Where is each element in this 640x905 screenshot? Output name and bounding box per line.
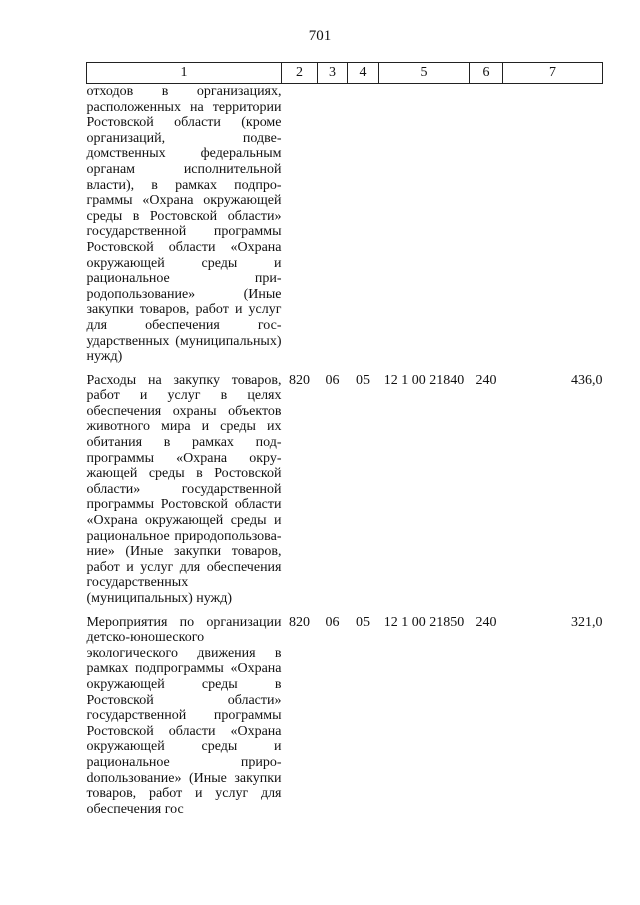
column-header: 6 [470, 63, 503, 84]
table-row [87, 373, 603, 615]
column-header: 4 [348, 63, 379, 84]
row-amount [503, 84, 603, 373]
row-subsection: 05 [356, 614, 370, 630]
row-target-article [379, 84, 470, 373]
row-description: отходов в организациях, расположенных на территории Ростовской области (кроме организаций, подведомственных федеральным органам исполнительной власти), в рамках подпрограммы «Охрана окружающей среды в Ростовской области» государственной программы Ростовской области «Охрана окружающей среды и рациональное природопользование» (Иные закупки товаров, работ и услуг для обеспечения государственных (муниципальных) нужд) [86, 84, 282, 365]
row-ministry-code [282, 84, 318, 373]
row-section: 06 [325, 372, 340, 388]
table-row [87, 84, 603, 373]
column-header: 3 [318, 63, 348, 84]
row-expense-type [470, 84, 503, 373]
table-header-row [87, 63, 603, 84]
row-ministry-code: 820 [289, 372, 310, 388]
row-section: 06 [325, 614, 340, 630]
column-header: 2 [282, 63, 318, 84]
page-number: 701 [308, 28, 332, 44]
row-subsection [348, 84, 379, 373]
row-target-article: 12 1 00 21840 [383, 372, 465, 388]
row-description: Мероприятия по организации детско-юношеского экологического движения в рамках подпрограммы «Охрана окружающей среды в Ростовской области» государственной программы Ростовской области «Охрана окружающей среды и рациональное прироdопользование» (Иные закупки товаров, работ и услуг для обеспечения гос [86, 614, 282, 817]
table-row [87, 615, 603, 826]
row-description: Расходы на закупку товаров, работ и услуг в целях обеспечения охраны объектов животного мира и среды их обитания в рамках подпрограммы «Охрана окружающей среды в Ростовской области» государственной программы Ростовской области «Охрана окружающей среды и рациональное природопользование» (Иные закупки товаров, работ и услуг для обеспечения государственных (муниципальных) нужд) [86, 372, 282, 606]
row-expense-type: 240 [475, 372, 497, 388]
row-target-article: 12 1 00 21850 [383, 614, 465, 630]
row-expense-type: 240 [475, 614, 497, 630]
column-header: 1 [87, 63, 282, 84]
row-ministry-code: 820 [289, 614, 310, 630]
column-header: 5 [379, 63, 470, 84]
row-section [318, 84, 348, 373]
row-amount: 321,0 [571, 614, 603, 630]
budget-table [86, 62, 603, 825]
column-header: 7 [503, 63, 603, 84]
row-subsection: 05 [356, 372, 370, 388]
row-amount: 436,0 [571, 372, 603, 388]
